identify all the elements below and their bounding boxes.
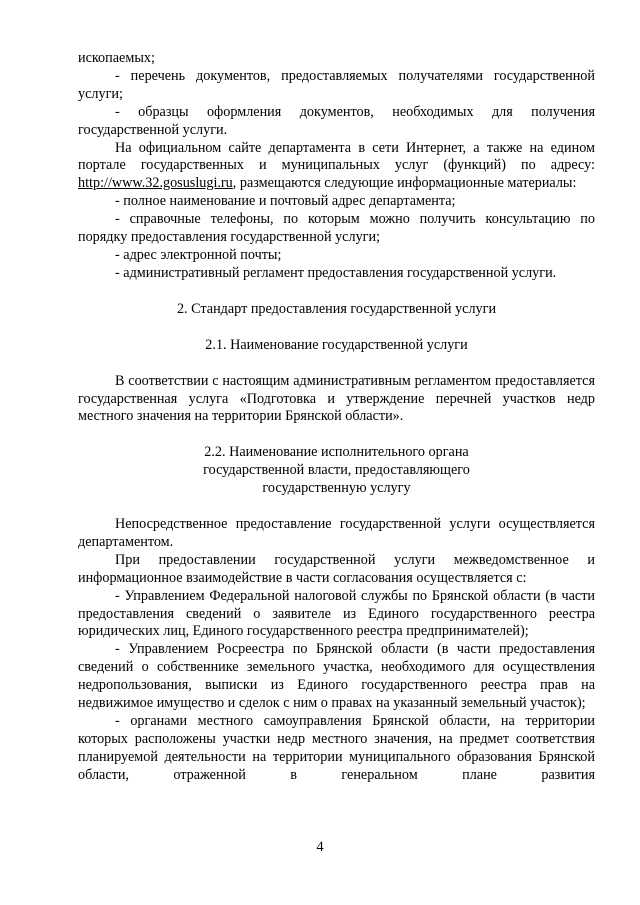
document-page xyxy=(78,50,595,785)
paragraph-3: - образцы оформления документов, необходимых для получения государственной услуги. xyxy=(78,103,595,138)
page-number: 4 xyxy=(316,839,324,855)
paragraph-2: - перечень документов, предоставляемых получателями государственной услуги; xyxy=(78,67,595,102)
section-heading-2-2-line-1: 2.2. Наименование исполнительного органа xyxy=(204,444,469,461)
section-heading-2-2-line-2: государственной власти, предоставляющего xyxy=(203,462,470,479)
gosuslugi-link[interactable]: http://www.32.gosuslugi.ru xyxy=(78,175,233,192)
paragraph-4-text-a: На официальном сайте департамента в сети Интернет, а также на едином портале государственных и муниципальных услуг (функций) по адресу: xyxy=(78,139,595,174)
paragraph-1: ископаемых; xyxy=(78,50,155,66)
paragraph-7: - адрес электронной почты; xyxy=(115,246,282,263)
paragraph-6: - справочные телефоны, по которым можно получить консультацию по порядку предоставления государственной услуги; xyxy=(78,211,595,246)
paragraph-5: - полное наименование и почтовый адрес департамента; xyxy=(115,193,456,210)
paragraph-13: - Управлением Росреестра по Брянской области (в части предоставления сведений о собственнике земельного участка, необходимого для осуществления недропользования, выписки из Единого государственного реестра прав на недвижимое имущество и сделок с ним о правах на указанный земельный участок); xyxy=(78,641,595,712)
section-heading-2-2-line-3: государственную услугу xyxy=(262,480,411,497)
section-heading-2-2 xyxy=(78,444,595,498)
paragraph-4-text-b: , размещаются следующие информационные материалы: xyxy=(232,175,577,192)
paragraph-9: В соответствии с настоящим административным регламентом предоставляется государственная услуга «Подготовка и утверждение перечней участков недр местного значения на территории Брянской области». xyxy=(78,372,595,425)
section-heading-2: 2. Стандарт предоставления государственной услуги xyxy=(176,300,497,317)
paragraph-14: - органами местного самоуправления Брянской области, на территории которых расположены участки недр местного значения, на предмет соответствия планируемой деятельности на территории муниципального образования Брянской области, отраженной в генеральном плане развития xyxy=(78,713,595,783)
paragraph-8: - административный регламент предоставления государственной услуги. xyxy=(115,264,557,281)
paragraph-10: Непосредственное предоставление государственной услуги осуществляется департаментом. xyxy=(78,516,595,550)
paragraph-4 xyxy=(78,140,595,194)
paragraph-11: При предоставлении государственной услуги межведомственное и информационное взаимодействие в части согласования осуществляется с: xyxy=(78,551,595,586)
section-heading-2-1: 2.1. Наименование государственной услуги xyxy=(205,336,468,353)
paragraph-12: - Управлением Федеральной налоговой службы по Брянской области (в части предоставления сведений о заявителе из Единого государственного реестра юридических лиц, Единого государственного реестра предпринимателей); xyxy=(78,587,595,640)
